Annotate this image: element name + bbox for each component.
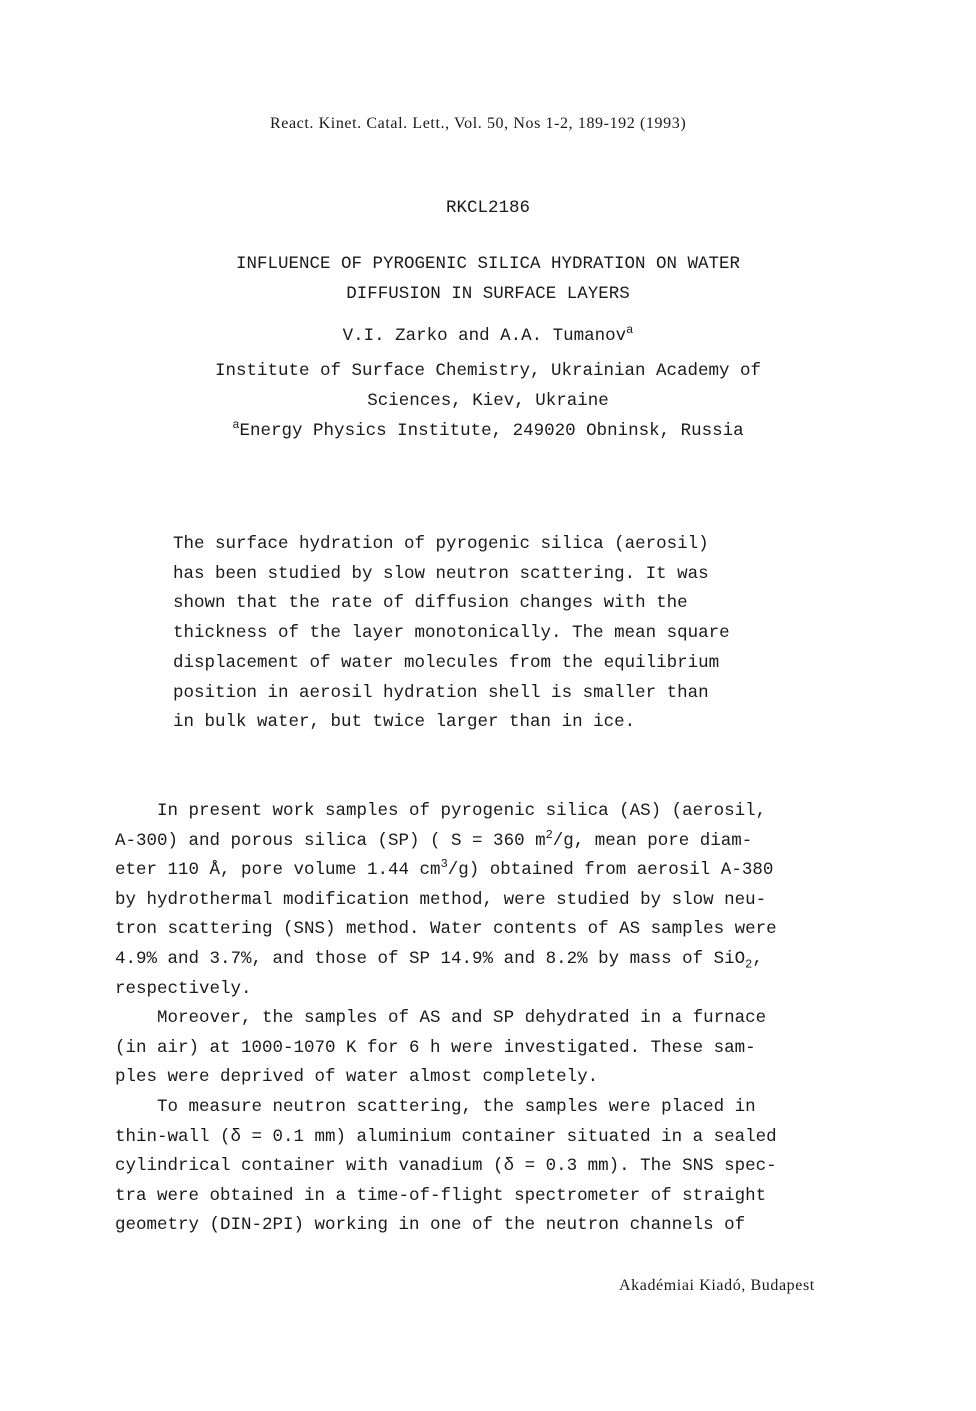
body-line: ples were deprived of water almost completely. — [115, 1067, 599, 1088]
body-line-part: /g) obtained from aerosil A-380 — [447, 860, 774, 881]
body-line: by hydrothermal modification method, were studied by slow neu- — [115, 889, 767, 910]
body-line: Moreover, the samples of AS and SP dehydrated in a furnace — [115, 1008, 767, 1029]
body-line: tra were obtained in a time-of-flight spectrometer of straight — [115, 1185, 767, 1206]
body-line: tron scattering (SNS) method. Water contents of AS samples were — [115, 919, 777, 940]
body-line: (in air) at 1000-1070 K for 6 h were investigated. These sam- — [115, 1037, 756, 1058]
abstract-line: thickness of the layer monotonically. The mean square — [173, 623, 730, 644]
affiliation-line-3-text: Energy Physics Institute, 249020 Obninsk, Russia — [239, 421, 744, 441]
superscript: 3 — [440, 857, 448, 872]
body-line-part: /g, mean pore diam- — [552, 830, 753, 851]
body-line — [115, 827, 777, 857]
body-line: To measure neutron scattering, the samples were placed in — [115, 1096, 756, 1117]
body-text — [115, 797, 777, 1241]
body-line — [115, 856, 777, 886]
article-code: RKCL2186 — [445, 198, 530, 218]
subscript: 2 — [745, 957, 753, 972]
body-line: geometry (DIN-2PI) working in one of the neutron channels of — [115, 1215, 746, 1236]
body-line-part: eter 110 Å, pore volume 1.44 cm — [115, 860, 441, 881]
body-line — [115, 945, 777, 975]
abstract-line: shown that the rate of diffusion changes with the — [173, 593, 688, 614]
affiliation-line-1: Institute of Surface Chemistry, Ukrainian Academy of — [214, 361, 762, 381]
affiliation-line-3 — [0, 418, 976, 441]
affiliation-line-2: Sciences, Kiev, Ukraine — [367, 391, 609, 411]
authors — [0, 323, 976, 346]
body-line: thin-wall (δ = 0.1 mm) aluminium container situated in a sealed — [115, 1126, 777, 1147]
superscript: 2 — [545, 827, 553, 842]
author-superscript: a — [626, 323, 634, 338]
abstract-line: The surface hydration of pyrogenic silica (aerosil) — [173, 534, 709, 554]
title-line-2: DIFFUSION IN SURFACE LAYERS — [346, 284, 630, 304]
body-line-part: , — [752, 948, 763, 969]
journal-citation: React. Kinet. Catal. Lett., Vol. 50, Nos 1-2, 189-192 (1993) — [270, 115, 687, 132]
body-line: respectively. — [115, 978, 252, 999]
publisher-footer: Akadémiai Kiadó, Budapest — [619, 1277, 815, 1294]
body-line-part: 4.9% and 3.7%, and those of SP 14.9% and 8.2% by mass of SiO — [115, 948, 746, 969]
title-line-1: INFLUENCE OF PYROGENIC SILICA HYDRATION ON WATER — [235, 254, 741, 274]
abstract-line: has been studied by slow neutron scattering. It was — [173, 563, 709, 584]
body-line-part: A-300) and porous silica (SP) ( S = 360 m — [115, 830, 546, 851]
abstract — [173, 530, 730, 738]
author-names: V.I. Zarko and A.A. Tumanov — [342, 326, 627, 346]
body-line: In present work samples of pyrogenic silica (AS) (aerosil, — [115, 801, 767, 821]
abstract-line: displacement of water molecules from the equilibrium — [173, 652, 720, 673]
abstract-line: in bulk water, but twice larger than in ice. — [173, 712, 636, 733]
abstract-line: position in aerosil hydration shell is smaller than — [173, 682, 709, 703]
affiliation-superscript: a — [232, 418, 240, 433]
body-line: cylindrical container with vanadium (δ = 0.3 mm). The SNS spec- — [115, 1156, 777, 1177]
